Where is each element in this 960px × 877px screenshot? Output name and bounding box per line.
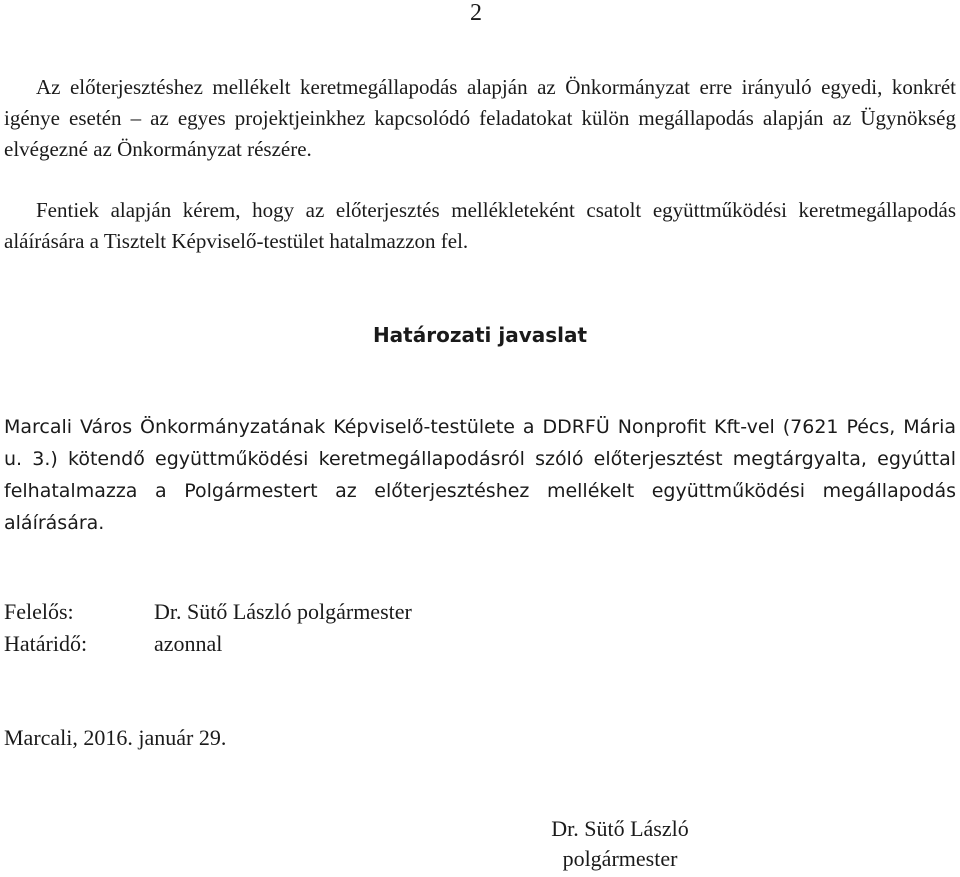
responsible-value: Dr. Sütő László polgármester [154,599,412,624]
resolution-heading: Határozati javaslat [372,323,588,347]
responsibility-block [4,596,412,660]
deadline-label: Határidő: [4,631,88,656]
responsible-label: Felelős: [4,599,74,624]
deadline-row [4,628,412,660]
signature-name: Dr. Sütő László [551,816,689,841]
signature-block [520,814,720,874]
page-number: 2 [470,0,482,26]
responsible-row [4,596,412,628]
request-paragraph: Fentiek alapján kérem, hogy az előterjesztés mellékleteként csatolt együttműködési keretmegállapodás aláírására a Tisztelt Képviselő-testület hatalmazzon fel. [4,198,956,253]
signature-title: polgármester [562,846,678,871]
resolution-text: Marcali Város Önkormányzatának Képviselő-testülete a DDRFÜ Nonprofit Kft-vel (7621 Pécs, Mária u. 3.) kötendő együttműködési keretmegállapodásról szóló előterjesztést megtárgyalta, egyúttal felhatalmazza a Polgármestert az előterjesztéshez mellékelt együttműködési megállapodás aláírására. [4,416,956,534]
intro-paragraph: Az előterjesztéshez mellékelt keretmegállapodás alapján az Önkormányzat erre irányuló egyedi, konkrét igénye esetén – az egyes projektjeinkhez kapcsolódó feladatokat külön megállapodás alapján az Ügynökség elvégezné az Önkormányzat részére. [4,75,956,161]
place-date: Marcali, 2016. január 29. [4,725,227,750]
deadline-value: azonnal [154,631,223,656]
